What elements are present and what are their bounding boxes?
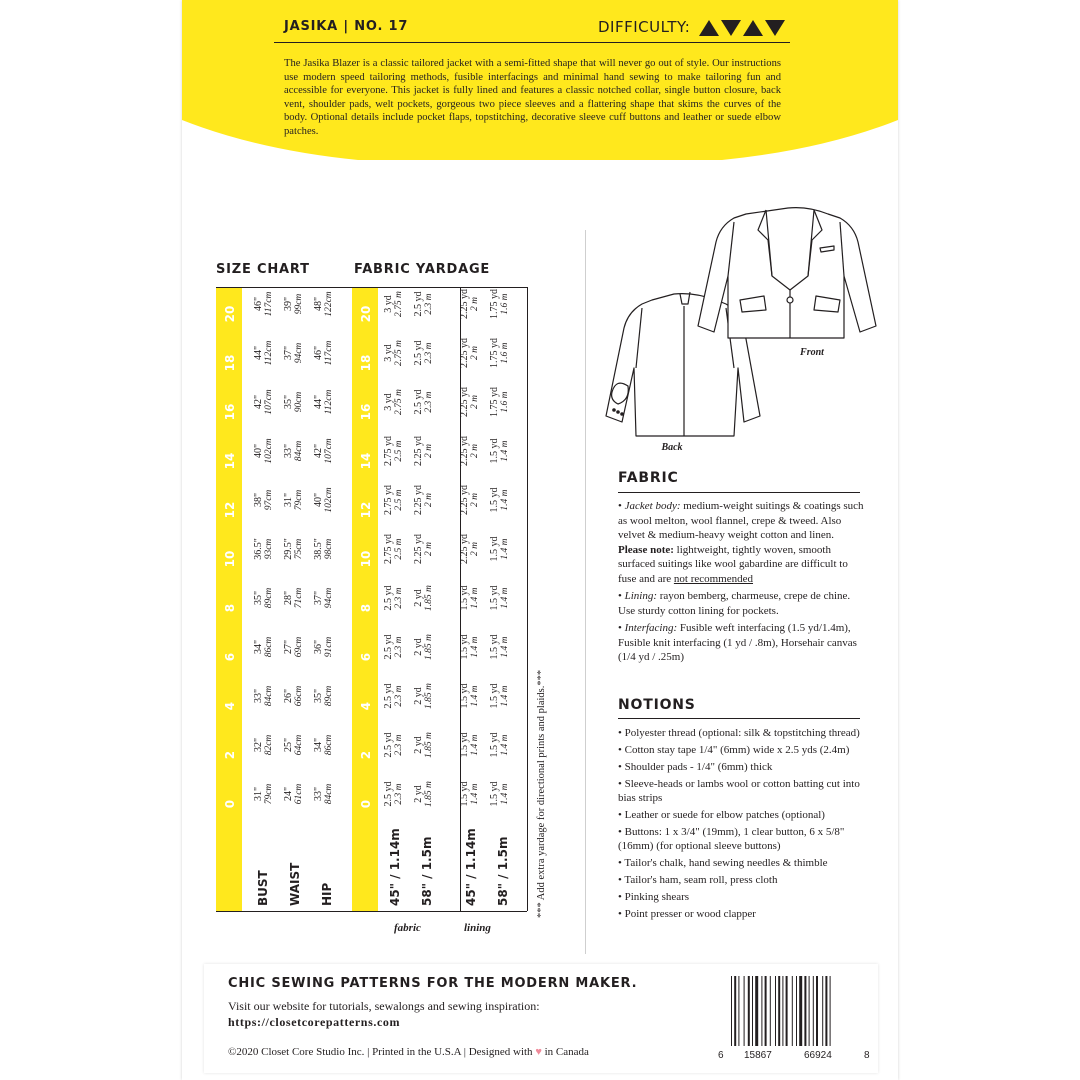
fabric58-size-20: 2.5 yd 2.3 m xyxy=(413,291,434,317)
list-item: • Pinking shears xyxy=(618,891,690,903)
fabric58-size-6: 2 yd 1.85 m xyxy=(413,634,434,660)
lining45-size-10: 2.25 yd 2 m xyxy=(459,534,480,564)
yardage-fabric-45-label: 45" / 1.14m xyxy=(388,828,402,906)
size-chart-size-0: 0 xyxy=(223,799,237,809)
hip-size-6: 36" 91cm xyxy=(313,636,334,658)
size-chart-size-18: 18 xyxy=(223,354,237,372)
fabric-rule xyxy=(618,492,860,493)
lining45-size-18: 2.25 yd 2 m xyxy=(459,338,480,368)
jacket-body-label: Jacket body: xyxy=(624,500,681,512)
bust-size-18: 44" 112cm xyxy=(253,340,274,366)
list-item: • Tailor's ham, seam roll, press cloth xyxy=(618,874,778,886)
size-chart-size-12: 12 xyxy=(223,501,237,519)
lining58-size-6: 1.5 yd 1.4 m xyxy=(489,634,510,660)
bust-size-4: 33" 84cm xyxy=(253,685,274,707)
barcode-digits-right: 66924 xyxy=(804,1050,832,1061)
lining58-size-0: 1.5 yd 1.4 m xyxy=(489,781,510,807)
fabric58-size-14: 2.25 yd 2 m xyxy=(413,436,434,466)
waist-size-8: 28" 71cm xyxy=(283,587,304,609)
hip-size-20: 48" 122cm xyxy=(313,291,334,317)
bust-size-16: 42" 107cm xyxy=(253,389,274,415)
waist-size-16: 35" 90cm xyxy=(283,391,304,413)
bust-size-20: 46" 117cm xyxy=(253,291,274,317)
fabric45-size-6: 2.5 yd 2.3 m xyxy=(383,634,404,660)
fabric45-size-0: 2.5 yd 2.3 m xyxy=(383,781,404,807)
lining58-size-20: 1.75 yd 1.6 m xyxy=(489,289,510,319)
waist-size-4: 26" 66cm xyxy=(283,685,304,707)
barcode-digits-left: 15867 xyxy=(744,1050,772,1061)
size-chart-size-4: 4 xyxy=(223,701,237,711)
yardage-size-6: 6 xyxy=(359,652,373,662)
fabric58-size-18: 2.5 yd 2.3 m xyxy=(413,340,434,366)
waist-size-12: 31" 79cm xyxy=(283,489,304,511)
lining45-size-14: 2.25 yd 2 m xyxy=(459,436,480,466)
footer-copyright: ©2020 Closet Core Studio Inc. | Printed in the U.S.A | Designed with ♥ in Canada xyxy=(228,1046,589,1058)
waist-size-20: 39" 99cm xyxy=(283,293,304,315)
size-chart-size-16: 16 xyxy=(223,403,237,421)
pattern-back-cover xyxy=(182,0,898,1080)
barcode-digit-check: 8 xyxy=(864,1050,870,1061)
column-divider xyxy=(585,230,586,954)
waist-size-0: 24" 61cm xyxy=(283,783,304,805)
yardage-size-18: 18 xyxy=(359,354,373,372)
size-chart-size-14: 14 xyxy=(223,452,237,470)
lining-label: Lining: xyxy=(624,590,658,602)
bust-size-8: 35" 89cm xyxy=(253,587,274,609)
size-chart-size-10: 10 xyxy=(223,550,237,568)
size-chart-size-20: 20 xyxy=(223,305,237,323)
yardage-size-0: 0 xyxy=(359,799,373,809)
hip-size-18: 46" 117cm xyxy=(313,340,334,366)
lining45-size-20: 2.25 yd 2 m xyxy=(459,289,480,319)
bust-size-2: 32" 82cm xyxy=(253,734,274,756)
barcode-digit-prefix: 6 xyxy=(718,1050,724,1061)
fabric58-size-10: 2.25 yd 2 m xyxy=(413,534,434,564)
lining45-size-16: 2.25 yd 2 m xyxy=(459,387,480,417)
difficulty-label: DIFFICULTY: xyxy=(598,18,691,36)
hip-size-0: 33" 84cm xyxy=(313,783,334,805)
waist-size-14: 33" 84cm xyxy=(283,440,304,462)
fabric58-size-12: 2.25 yd 2 m xyxy=(413,485,434,515)
lining58-size-10: 1.5 yd 1.4 m xyxy=(489,536,510,562)
yardage-size-14: 14 xyxy=(359,452,373,470)
size-chart-heading: SIZE CHART xyxy=(216,262,310,277)
header-rule xyxy=(274,42,790,43)
list-item: • Buttons: 1 x 3/4" (19mm), 1 clear button, 6 x 5/8" (16mm) (for optional sleeve buttons) xyxy=(618,826,845,852)
triangle-zigzag-icon xyxy=(699,20,785,36)
bust-size-12: 38" 97cm xyxy=(253,489,274,511)
yardage-size-16: 16 xyxy=(359,403,373,421)
footer-tagline: CHIC SEWING PATTERNS FOR THE MODERN MAKER. xyxy=(228,976,638,991)
caption-fabric: fabric xyxy=(394,922,421,934)
lining58-size-4: 1.5 yd 1.4 m xyxy=(489,683,510,709)
extra-yardage-note: *** Add extra yardage for directional prints and plaids.*** xyxy=(536,669,547,918)
notions-rule xyxy=(618,718,860,719)
footer-visit-text: Visit our website for tutorials, sewalongs and sewing inspiration: xyxy=(228,999,540,1013)
yardage-lining-58-label: 58" / 1.5m xyxy=(496,836,510,906)
table-right-rule xyxy=(527,287,528,911)
size-chart-size-2: 2 xyxy=(223,750,237,760)
yardage-size-2: 2 xyxy=(359,750,373,760)
front-label: Front xyxy=(800,347,824,358)
jacket-illustration xyxy=(594,178,894,460)
intro-paragraph: The Jasika Blazer is a classic tailored jacket with a semi-fitted shape that will never go out of style. Our instructions use modern speed tailoring methods, fusible interfacings and minimal hand sewing to make tailoring fun and accessible for everyone. This jacket is fully lined and features a classic notched collar, single button closure, back vent, shoulder pads, welt pockets, gorgeous two piece sleeves and a flattering shape that skims the curves of the body. Optional details include pocket flaps, topstitching, decorative sleeve cuff buttons and leather or suede elbow patches. xyxy=(284,58,781,137)
bust-size-14: 40" 102cm xyxy=(253,438,274,464)
waist-size-10: 29.5" 75cm xyxy=(283,538,304,560)
caption-lining: lining xyxy=(464,922,491,934)
lining58-size-16: 1.75 yd 1.6 m xyxy=(489,387,510,417)
footer xyxy=(204,964,878,1073)
hip-size-4: 35" 89cm xyxy=(313,685,334,707)
barcode xyxy=(729,976,859,1048)
hip-size-12: 40" 102cm xyxy=(313,487,334,513)
footer-website-link[interactable]: https://closetcorepatterns.com xyxy=(228,1015,401,1029)
lining45-size-12: 2.25 yd 2 m xyxy=(459,485,480,515)
interfacing-label: Interfacing: xyxy=(624,622,678,634)
lining58-size-12: 1.5 yd 1.4 m xyxy=(489,487,510,513)
yardage-lining-45-label: 45" / 1.14m xyxy=(464,828,478,906)
lining45-size-2: 1.5 yd 1.4 m xyxy=(459,732,480,758)
lining58-size-14: 1.5 yd 1.4 m xyxy=(489,438,510,464)
bust-size-6: 34" 86cm xyxy=(253,636,274,658)
hip-size-16: 44" 112cm xyxy=(313,389,334,415)
yardage-size-20: 20 xyxy=(359,305,373,323)
fabric58-size-4: 2 yd 1.85 m xyxy=(413,683,434,709)
waist-size-18: 37" 94cm xyxy=(283,342,304,364)
lining58-size-2: 1.5 yd 1.4 m xyxy=(489,732,510,758)
yardage-size-8: 8 xyxy=(359,603,373,613)
fabric45-size-14: 2.75 yd 2.5 m xyxy=(383,436,404,466)
fabric58-size-8: 2 yd 1.85 m xyxy=(413,585,434,611)
fabric45-size-2: 2.5 yd 2.3 m xyxy=(383,732,404,758)
fabric58-size-2: 2 yd 1.85 m xyxy=(413,732,434,758)
hip-size-2: 34" 86cm xyxy=(313,734,334,756)
fabric-yardage-heading: FABRIC YARDAGE xyxy=(354,262,491,277)
bust-size-0: 31" 79cm xyxy=(253,783,274,805)
fabric45-size-12: 2.75 yd 2.5 m xyxy=(383,485,404,515)
heart-icon: ♥ xyxy=(535,1046,542,1058)
waist-size-2: 25" 64cm xyxy=(283,734,304,756)
hip-size-14: 42" 107cm xyxy=(313,438,334,464)
back-label: Back xyxy=(661,442,683,453)
size-chart-size-8: 8 xyxy=(223,603,237,613)
fabric45-size-8: 2.5 yd 2.3 m xyxy=(383,585,404,611)
fabric45-size-18: 3 yd 2.75 m xyxy=(383,340,404,366)
fabric45-size-20: 3 yd 2.75 m xyxy=(383,291,404,317)
list-item: • Cotton stay tape 1/4" (6mm) wide x 2.5 yds (2.4m) xyxy=(618,744,850,756)
fabric45-size-4: 2.5 yd 2.3 m xyxy=(383,683,404,709)
size-chart-label-bust: BUST xyxy=(256,870,270,906)
fabric58-size-0: 2 yd 1.85 m xyxy=(413,781,434,807)
list-item: • Polyester thread (optional: silk & topstitching thread) xyxy=(618,727,860,739)
list-item: • Leather or suede for elbow patches (optional) xyxy=(618,809,825,821)
waist-size-6: 27" 69cm xyxy=(283,636,304,658)
fabric45-size-16: 3 yd 2.75 m xyxy=(383,389,404,415)
pattern-title: JASIKA | NO. 17 xyxy=(284,19,409,34)
hip-size-10: 38.5" 98cm xyxy=(313,538,334,560)
lining45-size-0: 1.5 yd 1.4 m xyxy=(459,781,480,807)
fabric45-size-10: 2.75 yd 2.5 m xyxy=(383,534,404,564)
lining58-size-18: 1.75 yd 1.6 m xyxy=(489,338,510,368)
fabric-details: • Jacket body: medium-weight suitings & coatings such as wool melton, wool flannel, crepe & tweed. Also velvet & medium-heavy weight cotton and linen. Please note: lightweight, tightly woven, smooth surfaced suitings like wool gabardine are difficult to fuse and are not recommended • Lining: rayon bemberg, charmeuse, crepe de chine. Use sturdy cotton lining for pockets. • Interfacing: Fusible weft interfacing (1.5 yd/1.4m), Fusible knit interfacing (1 yd / .8m), Horsehair canvas (1/4 yd / .25m) xyxy=(618,500,864,663)
please-note-label: Please note: xyxy=(618,543,674,556)
fabric-heading: FABRIC xyxy=(618,470,679,486)
notions-heading: NOTIONS xyxy=(618,697,696,713)
list-item: • Point presser or wood clapper xyxy=(618,908,756,920)
size-chart-label-waist: WAIST xyxy=(288,862,302,906)
size-chart-label-hip: HIP xyxy=(320,882,334,906)
lining58-size-8: 1.5 yd 1.4 m xyxy=(489,585,510,611)
yardage-fabric-58-label: 58" / 1.5m xyxy=(420,836,434,906)
table-bottom-rule xyxy=(216,911,527,912)
yardage-size-4: 4 xyxy=(359,701,373,711)
lining45-size-4: 1.5 yd 1.4 m xyxy=(459,683,480,709)
not-recommended-label: not recommended xyxy=(673,572,754,585)
list-item: • Tailor's chalk, hand sewing needles & thimble xyxy=(618,857,828,869)
list-item: • Shoulder pads - 1/4" (6mm) thick xyxy=(618,761,773,773)
hip-size-8: 37" 94cm xyxy=(313,587,334,609)
lining45-size-8: 1.5 yd 1.4 m xyxy=(459,585,480,611)
yardage-size-12: 12 xyxy=(359,501,373,519)
list-item: • Sleeve-heads or lambs wool or cotton batting cut into bias strips xyxy=(618,778,860,804)
notions-list xyxy=(618,726,864,924)
yardage-size-10: 10 xyxy=(359,550,373,568)
bust-size-10: 36.5" 93cm xyxy=(253,538,274,560)
size-chart-size-6: 6 xyxy=(223,652,237,662)
lining45-size-6: 1.5 yd 1.4 m xyxy=(459,634,480,660)
fabric58-size-16: 2.5 yd 2.3 m xyxy=(413,389,434,415)
